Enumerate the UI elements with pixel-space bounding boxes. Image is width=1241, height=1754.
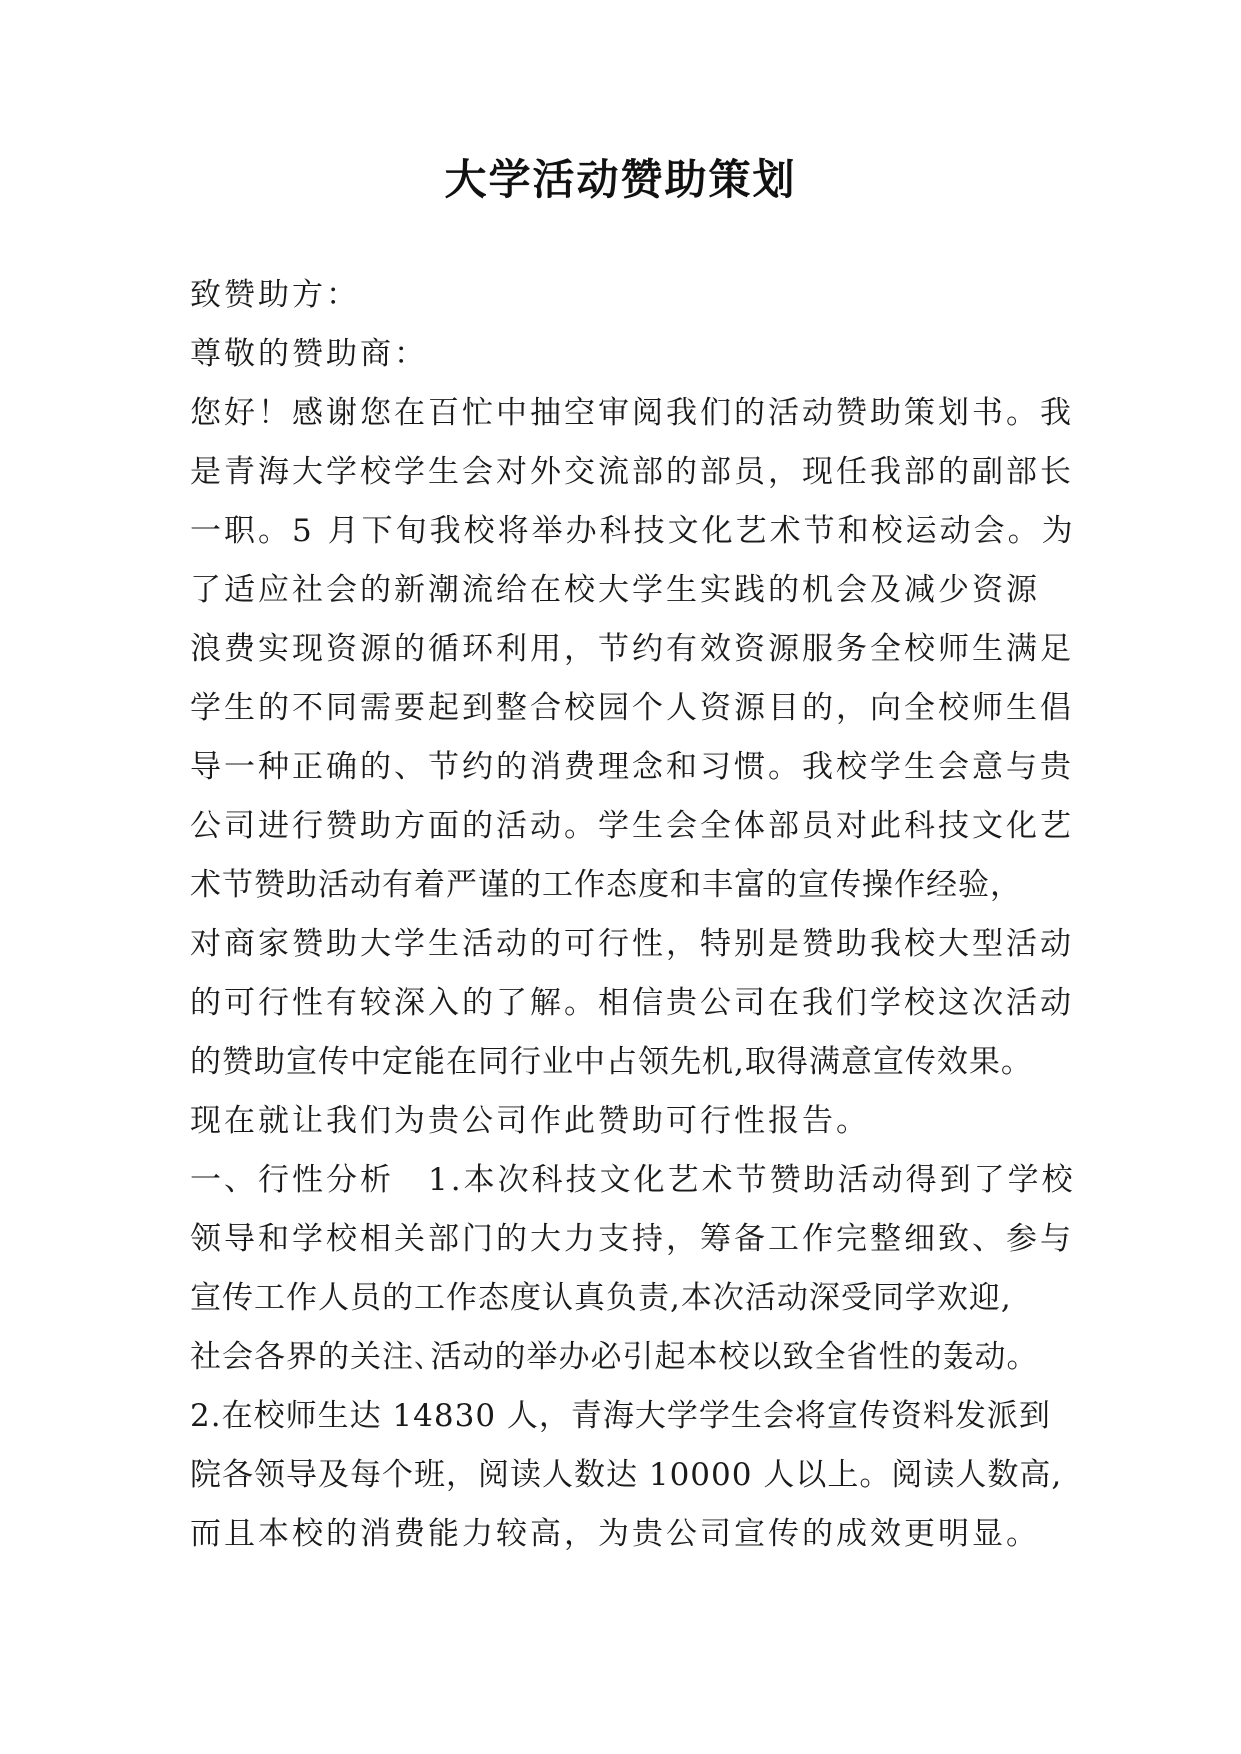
paragraph-line: 院各领导及每个班，阅读人数达 10000 人以上。阅读人数高, (190, 1457, 1063, 1493)
paragraph-line: 术节赞助活动有着严谨的工作态度和丰富的宣传操作经验， (190, 867, 1022, 903)
salutation-line: 尊敬的赞助商： (190, 336, 428, 372)
paragraph-line: 导一种正确的、节约的消费理念和习惯。我校学生会意与贵 (190, 749, 1074, 785)
paragraph-line: 的赞助宣传中定能在同行业中占领先机,取得满意宣传效果。 (190, 1044, 1033, 1080)
paragraph-line: 宣传工作人员的工作态度认真负责,本次活动深受同学欢迎, (190, 1280, 1012, 1316)
document-body (190, 266, 1076, 1564)
paragraph-line: 社会各界的关注､活动的举办必引起本校以致全省性的轰动。 (190, 1339, 1039, 1375)
paragraph-line: 2.在校师生达 14830 人，青海大学学生会将宣传资料发派到 (190, 1398, 1051, 1434)
paragraph-line: 现在就让我们为贵公司作此赞助可行性报告。 (190, 1103, 870, 1139)
paragraph-line: 浪费实现资源的循环利用，节约有效资源服务全校师生满足 (190, 631, 1074, 667)
paragraph-line: 一职。5 月下旬我校将举办科技文化艺术节和校运动会。为 (190, 513, 1076, 549)
paragraph-line: 了适应社会的新潮流给在校大学生实践的机会及减少资源 (190, 572, 1040, 608)
paragraph-line: 公司进行赞助方面的活动。学生会全体部员对此科技文化艺 (190, 808, 1074, 844)
paragraph-line: 学生的不同需要起到整合校园个人资源目的，向全校师生倡 (190, 690, 1074, 726)
document-title: 大学活动赞助策划 (444, 155, 797, 204)
section-line: 一、行性分析 1.本次科技文化艺术节赞助活动得到了学校 (190, 1162, 1076, 1198)
paragraph-line: 而且本校的消费能力较高，为贵公司宣传的成效更明显。 (190, 1516, 1040, 1552)
paragraph-line: 您好！感谢您在百忙中抽空审阅我们的活动赞助策划书。我 (190, 395, 1074, 431)
paragraph-line: 是青海大学校学生会对外交流部的部员，现任我部的副部长 (190, 454, 1074, 490)
paragraph-line: 领导和学校相关部门的大力支持，筹备工作完整细致、参与 (190, 1221, 1074, 1257)
salutation-line: 致赞助方： (190, 277, 360, 313)
paragraph-line: 对商家赞助大学生活动的可行性，特别是赞助我校大型活动 (190, 926, 1074, 962)
paragraph-line: 的可行性有较深入的了解。相信贵公司在我们学校这次活动 (190, 985, 1074, 1021)
